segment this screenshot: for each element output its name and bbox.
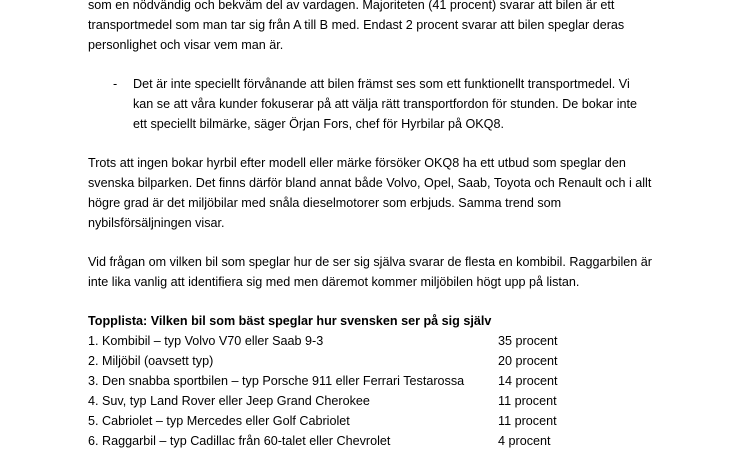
toplist-item: 2. Miljöbil (oavsett typ) <box>88 354 214 368</box>
text-line: som en nödvändig och bekväm del av vardagen. Majoriteten (41 procent) svarar att bilen är ett <box>88 0 615 12</box>
quote-paragraph <box>88 74 688 134</box>
toplist-row <box>88 391 688 411</box>
text-line: svenska bilparken. Det finns därför bland annat både Volvo, Opel, Saab, Toyota och Renault och i allt <box>88 176 652 190</box>
text-line: transportmedel som man tar sig från A till B med. Endast 2 procent svarar att bilen speglar deras <box>88 18 625 32</box>
toplist-row <box>88 411 688 431</box>
trend-paragraph <box>88 153 688 233</box>
text-line: inte lika vanlig att identifiera sig med men däremot kommer miljöbilen högt upp på listan. <box>88 275 580 289</box>
document-page <box>88 0 688 451</box>
toplist-item: 3. Den snabba sportbilen – typ Porsche 911 eller Ferrari Testarossa <box>88 374 465 388</box>
text-line: personlighet och visar vem man är. <box>88 38 284 52</box>
text-line: nybilsförsäljningen visar. <box>88 216 225 230</box>
text-line: högre grad är det miljöbilar med snåla dieselmotorer som erbjuds. Samma trend som <box>88 196 562 210</box>
text-line: Vid frågan om vilken bil som speglar hur de ser sig själva svarar de flesta en kombibil. Raggarbilen är <box>88 255 652 269</box>
toplist-value: 35 procent <box>498 334 558 348</box>
toplist-row <box>88 351 688 371</box>
toplist-value: 20 procent <box>498 354 558 368</box>
toplist-item: 4. Suv, typ Land Rover eller Jeep Grand Cherokee <box>88 394 370 408</box>
toplist-value: 14 procent <box>498 374 558 388</box>
toplist-item: 5. Cabriolet – typ Mercedes eller Golf Cabriolet <box>88 414 350 428</box>
toplist-value: 11 procent <box>498 414 557 428</box>
quote-dash: - <box>113 77 118 91</box>
text-line: kan se att våra kunder fokuserar på att välja rätt transportfordon för stunden. De bokar inte <box>133 97 638 111</box>
toplist-row <box>88 431 688 451</box>
toplist-item: 6. Raggarbil – typ Cadillac från 60-talet eller Chevrolet <box>88 434 391 448</box>
toplist <box>88 311 688 451</box>
toplist-row <box>88 371 688 391</box>
text-line: Det är inte speciellt förvånande att bilen främst ses som ett funktionellt transportmedel. Vi <box>133 77 630 91</box>
text-line: ett speciellt bilmärke, säger Örjan Fors, chef för Hyrbilar på OKQ8. <box>133 117 504 131</box>
text-line: Trots att ingen bokar hyrbil efter modell eller märke försöker OKQ8 ha ett utbud som speglar den <box>88 156 626 170</box>
toplist-title: Topplista: Vilken bil som bäst speglar hur svensken ser på sig själv <box>88 314 492 328</box>
toplist-item: 1. Kombibil – typ Volvo V70 eller Saab 9-3 <box>88 334 324 348</box>
question-paragraph <box>88 252 688 292</box>
intro-paragraph <box>88 0 688 55</box>
toplist-value: 11 procent <box>498 394 557 408</box>
toplist-value: 4 procent <box>498 434 551 448</box>
toplist-row <box>88 331 688 351</box>
quote-text <box>133 74 688 134</box>
